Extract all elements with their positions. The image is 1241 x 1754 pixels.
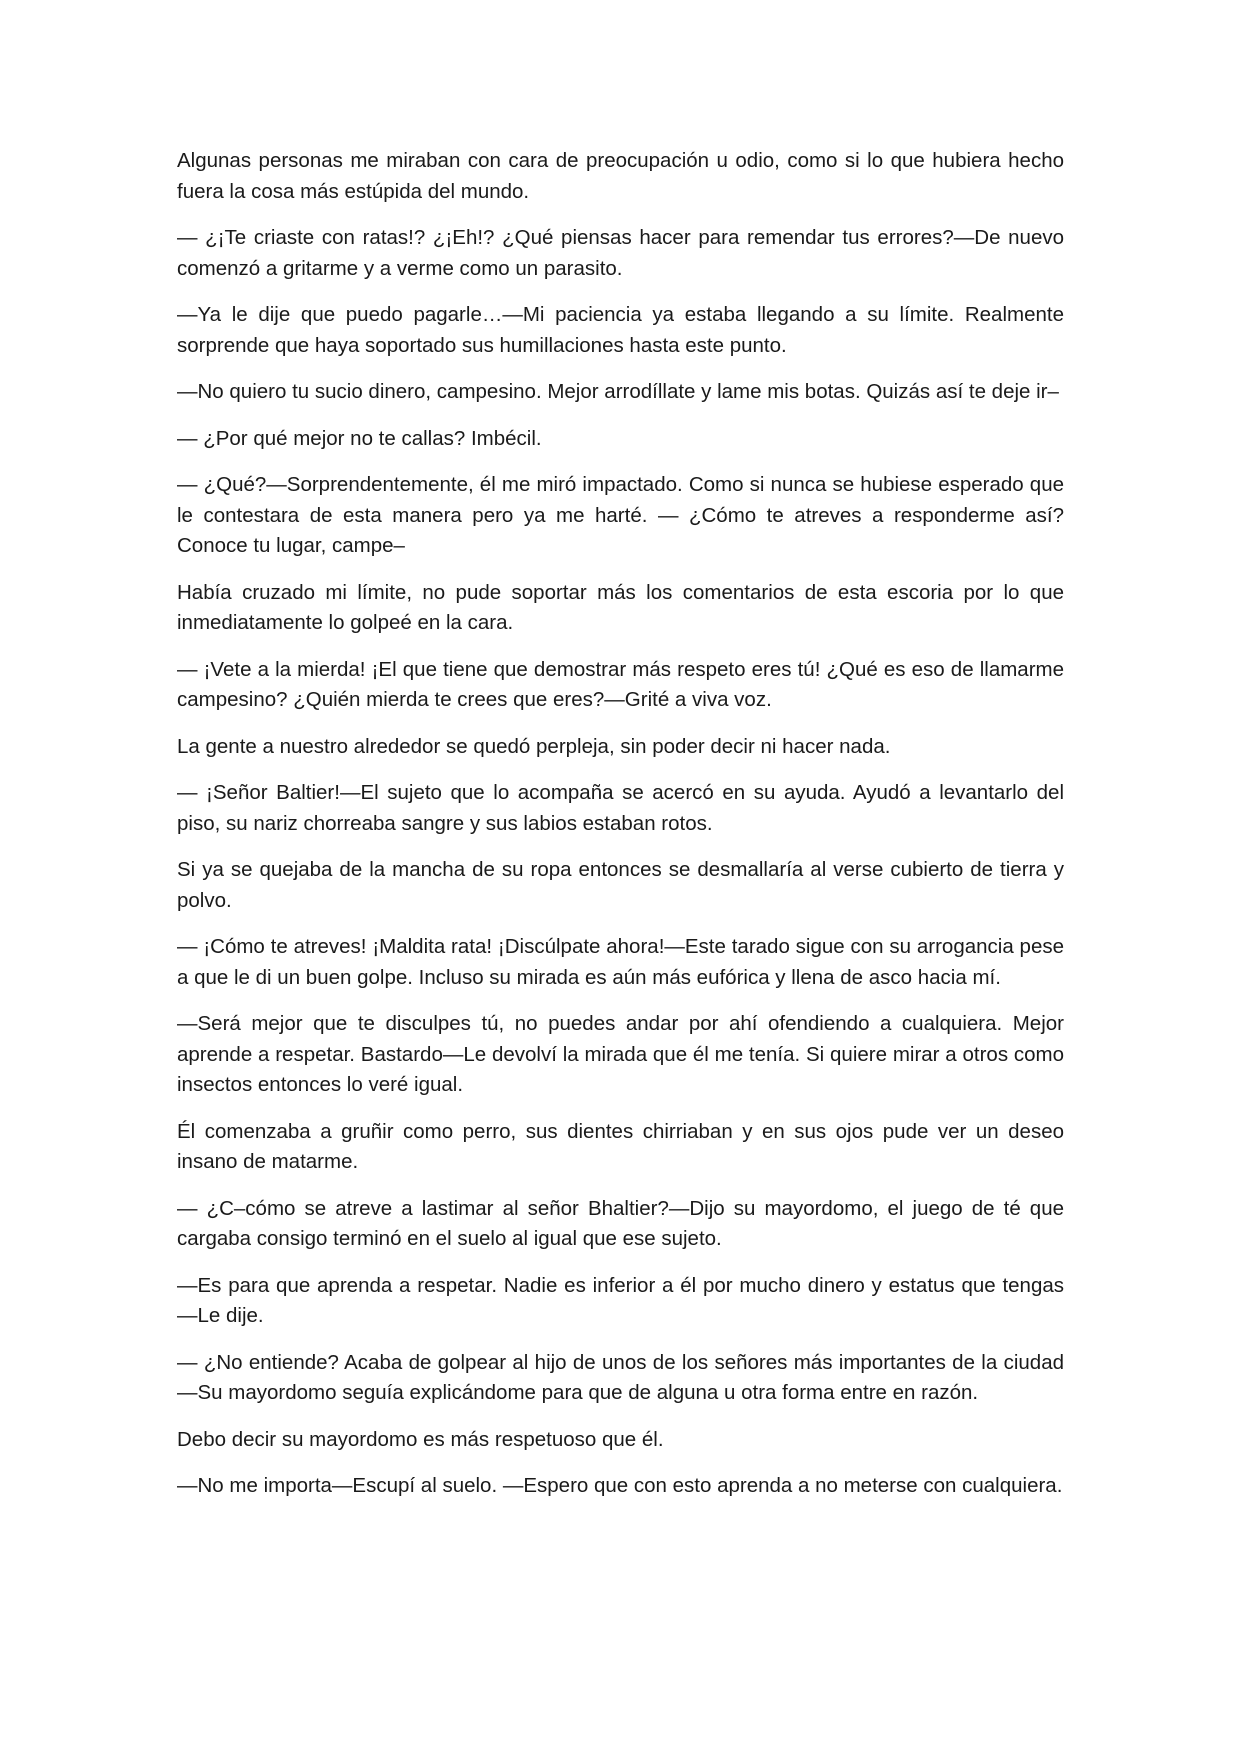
paragraph: — ¿Qué?—Sorprendentemente, él me miró impactado. Como si nunca se hubiese esperado que le contestara de esta manera pero ya me harté. — ¿Cómo te atreves a responderme así? Conoce tu lugar, campe– [177,473,1064,557]
paragraph: Él comenzaba a gruñir como perro, sus dientes chirriaban y en sus ojos pude ver un deseo insano de matarme. [177,1119,1064,1173]
paragraph: Algunas personas me miraban con cara de preocupación u odio, como si lo que hubiera hecho fuera la cosa más estúpida del mundo. [177,149,1064,203]
paragraph: —Es para que aprenda a respetar. Nadie es inferior a él por mucho dinero y estatus que tengas—Le dije. [177,1273,1064,1327]
paragraph: Si ya se quejaba de la mancha de su ropa entonces se desmallaría al verse cubierto de tierra y polvo. [177,858,1064,912]
paragraph: — ¡Vete a la mierda! ¡El que tiene que demostrar más respeto eres tú! ¿Qué es eso de llamarme campesino? ¿Quién mierda te crees que eres?—Grité a viva voz. [177,657,1064,711]
paragraph: —No me importa—Escupí al suelo. —Espero que con esto aprenda a no meterse con cualquiera. [177,1474,1063,1497]
paragraph: Debo decir su mayordomo es más respetuoso que él. [177,1427,664,1451]
paragraph: — ¡Señor Baltier!—El sujeto que lo acompaña se acercó en su ayuda. Ayudó a levantarlo del piso, su nariz chorreaba sangre y sus labios estaban rotos. [177,781,1064,835]
paragraph: La gente a nuestro alrededor se quedó perpleja, sin poder decir ni hacer nada. [177,734,891,758]
paragraph: — ¿C–cómo se atreve a lastimar al señor Bhaltier?—Dijo su mayordomo, el juego de té que cargaba consigo terminó en el suelo al igual que ese sujeto. [177,1196,1064,1250]
paragraph: —No quiero tu sucio dinero, campesino. Mejor arrodíllate y lame mis botas. Quizás así te deje ir– [177,380,1059,403]
paragraph: —Ya le dije que puedo pagarle…—Mi paciencia ya estaba llegando a su límite. Realmente sorprende que haya soportado sus humillaciones hasta este punto. [177,303,1064,357]
paragraph: — ¿¡Te criaste con ratas!? ¿¡Eh!? ¿Qué piensas hacer para remendar tus errores?—De nuevo comenzó a gritarme y a verme como un parasito. [177,226,1064,280]
paragraph: —Será mejor que te disculpes tú, no puedes andar por ahí ofendiendo a cualquiera. Mejor aprende a respetar. Bastardo—Le devolví la mirada que él me tenía. Si quiere mirar a otros como insectos entonces lo veré igual. [177,1012,1064,1096]
paragraph: — ¿No entiende? Acaba de golpear al hijo de unos de los señores más importantes de la ciudad—Su mayordomo seguía explicándome para que de alguna u otra forma entre en razón. [177,1350,1064,1404]
document-body [177,146,1064,1502]
paragraph: Había cruzado mi límite, no pude soportar más los comentarios de esta escoria por lo que inmediatamente lo golpeé en la cara. [177,580,1064,634]
paragraph: — ¿Por qué mejor no te callas? Imbécil. [177,426,542,450]
paragraph: — ¡Cómo te atreves! ¡Maldita rata! ¡Discúlpate ahora!—Este tarado sigue con su arrogancia pese a que le di un buen golpe. Incluso su mirada es aún más eufórica y llena de asco hacia mí. [177,935,1064,989]
